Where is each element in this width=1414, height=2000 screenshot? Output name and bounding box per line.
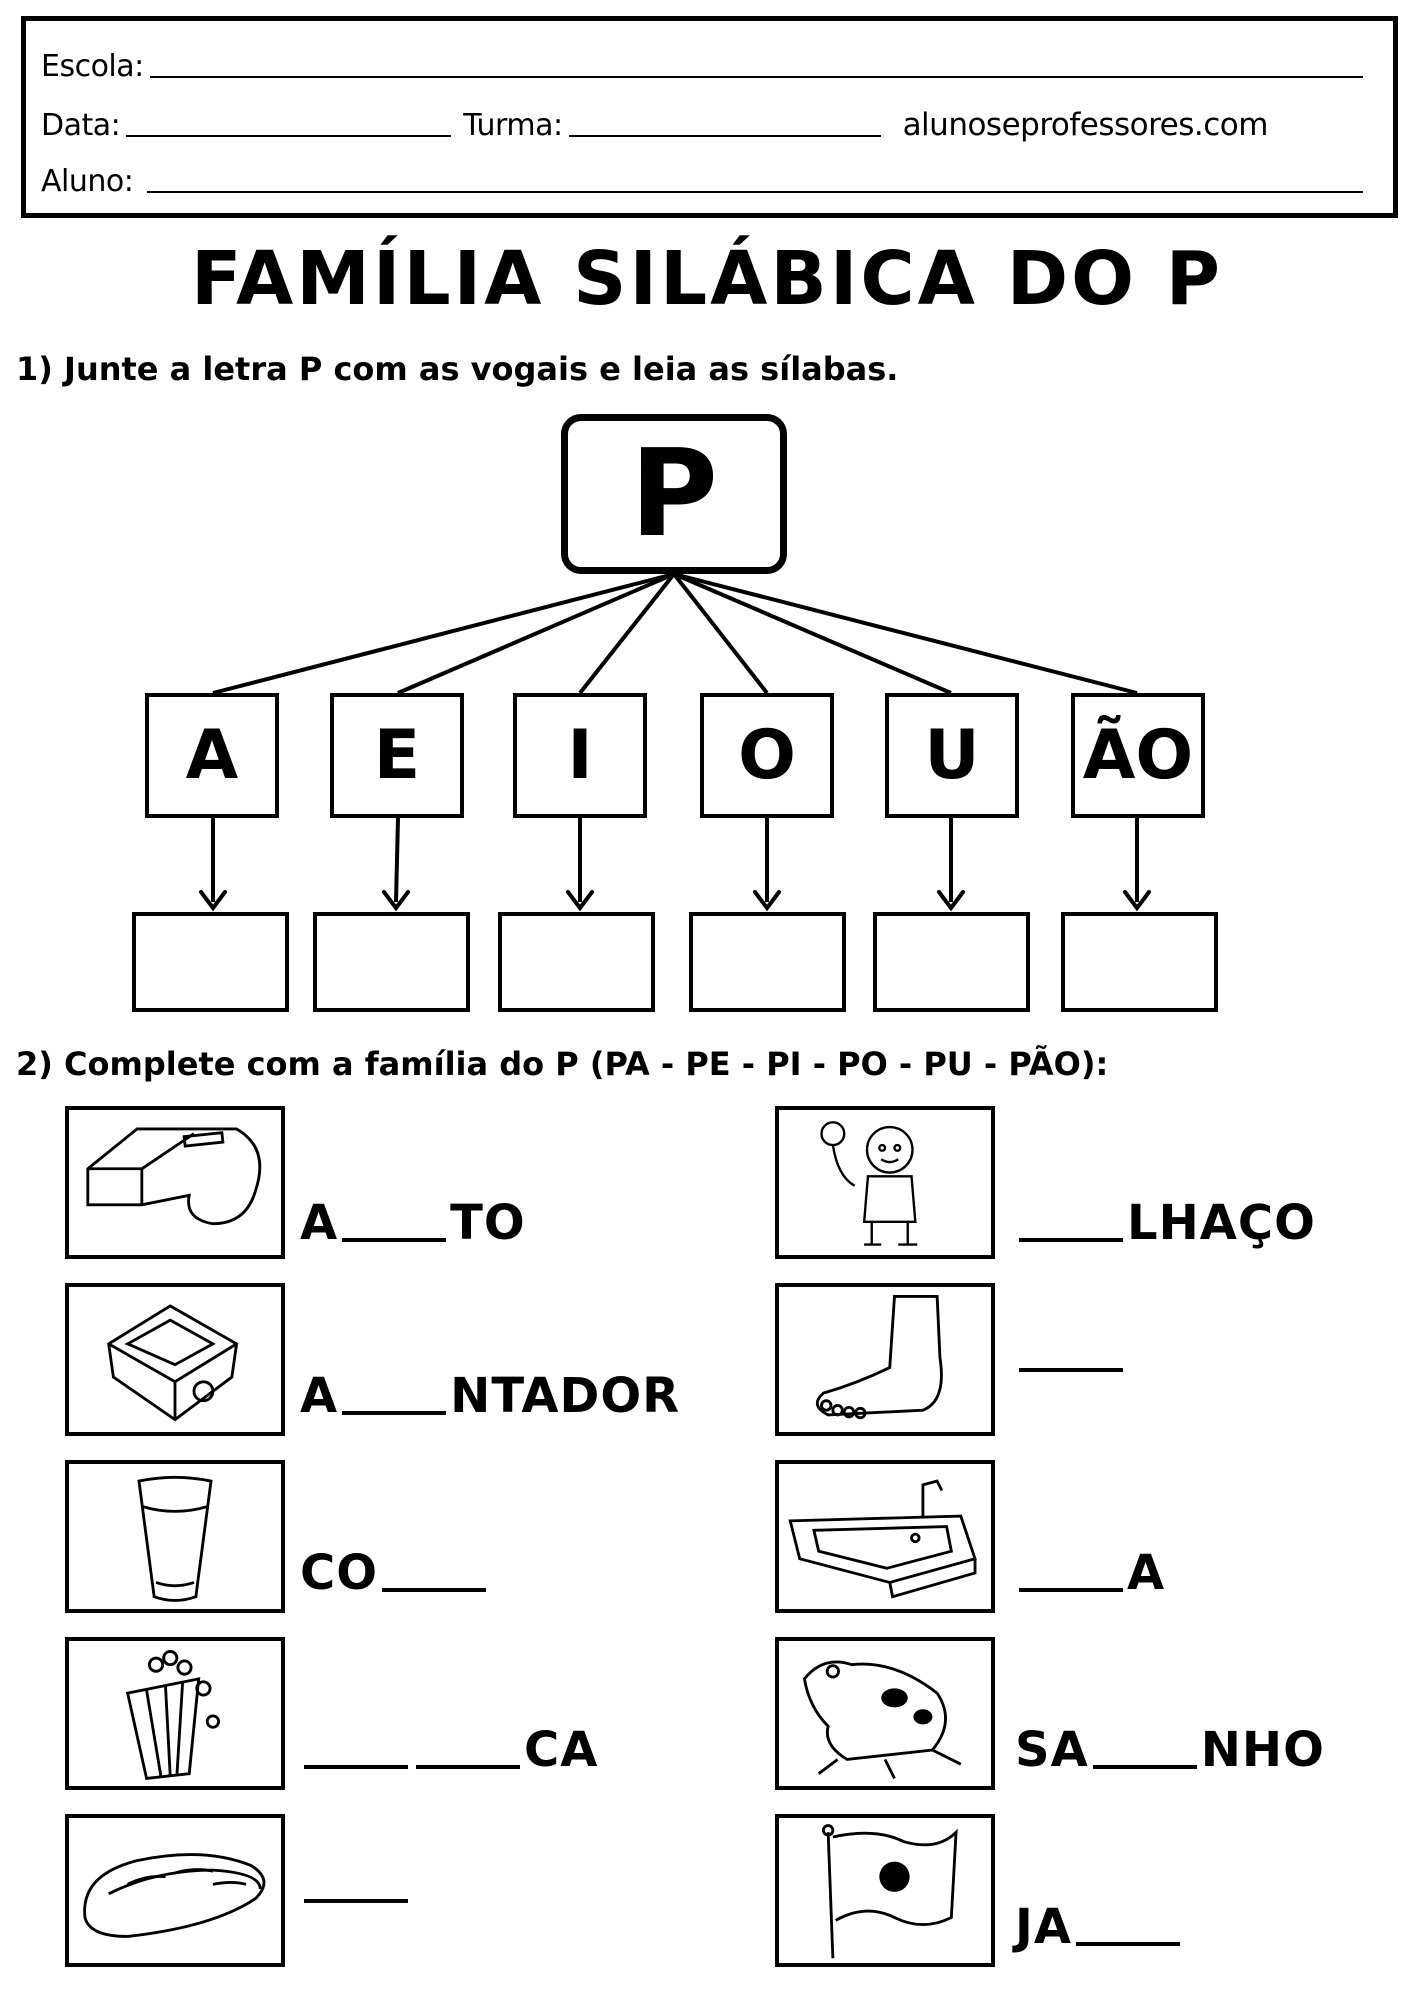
foot-icon bbox=[775, 1283, 995, 1436]
word-pipoca bbox=[300, 1722, 598, 1778]
syllable-answer-box[interactable] bbox=[498, 912, 655, 1012]
word-pao bbox=[300, 1899, 412, 1912]
fill-blank[interactable] bbox=[1019, 1588, 1123, 1592]
vowel-box-ao: ÃO bbox=[1071, 693, 1205, 818]
page-title: FAMÍLIA SILÁBICA DO P bbox=[190, 236, 1224, 322]
word-pe bbox=[1015, 1368, 1127, 1381]
word-copo bbox=[300, 1545, 490, 1601]
vowel-box-u: U bbox=[885, 693, 1019, 818]
sink-icon bbox=[775, 1460, 995, 1613]
fill-blank[interactable] bbox=[342, 1411, 446, 1415]
word-pia bbox=[1015, 1545, 1165, 1601]
japan-flag-icon bbox=[775, 1814, 995, 1967]
word-apito bbox=[300, 1195, 526, 1251]
vowel-box-a: A bbox=[145, 693, 279, 818]
vowel-box-i: I bbox=[513, 693, 647, 818]
word-apontador bbox=[300, 1368, 680, 1424]
popcorn-icon bbox=[65, 1637, 285, 1790]
word-prefix: A bbox=[300, 1368, 339, 1424]
glass-icon bbox=[65, 1460, 285, 1613]
sharpener-icon bbox=[65, 1283, 285, 1436]
class-label: Turma: bbox=[463, 108, 563, 143]
student-label: Aluno: bbox=[41, 164, 134, 199]
word-palhaco bbox=[1015, 1195, 1316, 1251]
word-sapinho bbox=[1015, 1722, 1325, 1778]
word-suffix: A bbox=[1127, 1545, 1166, 1601]
word-suffix: LHAÇO bbox=[1127, 1195, 1316, 1251]
letter-p-box: P bbox=[561, 414, 787, 574]
fill-blank[interactable] bbox=[1019, 1368, 1123, 1372]
word-suffix: NTADOR bbox=[450, 1368, 681, 1424]
syllable-answer-box[interactable] bbox=[313, 912, 470, 1012]
bread-icon bbox=[65, 1814, 285, 1967]
word-prefix: CO bbox=[300, 1545, 379, 1601]
fill-blank[interactable] bbox=[1093, 1765, 1197, 1769]
whistle-icon bbox=[65, 1106, 285, 1259]
word-prefix: SA bbox=[1015, 1722, 1089, 1778]
date-label: Data: bbox=[41, 108, 121, 143]
website-text: alunoseprofessores.com bbox=[902, 107, 1268, 143]
word-japao bbox=[1015, 1899, 1184, 1955]
fill-blank[interactable] bbox=[342, 1238, 446, 1242]
syllable-answer-box[interactable] bbox=[873, 912, 1030, 1012]
syllable-answer-box[interactable] bbox=[689, 912, 846, 1012]
word-prefix: A bbox=[300, 1195, 339, 1251]
word-prefix: JA bbox=[1015, 1899, 1073, 1955]
syllable-answer-box[interactable] bbox=[132, 912, 289, 1012]
fill-blank[interactable] bbox=[304, 1899, 408, 1903]
fill-blank[interactable] bbox=[416, 1765, 520, 1769]
word-suffix: CA bbox=[524, 1722, 599, 1778]
syllable-answer-box[interactable] bbox=[1061, 912, 1218, 1012]
fill-blank[interactable] bbox=[304, 1765, 408, 1769]
school-label: Escola: bbox=[41, 49, 144, 84]
fill-blank[interactable] bbox=[1076, 1942, 1180, 1946]
fill-blank[interactable] bbox=[1019, 1238, 1123, 1242]
fill-blank[interactable] bbox=[382, 1588, 486, 1592]
q2-instruction: 2) Complete com a família do P (PA - PE - PI - PO - PU - PÃO): bbox=[16, 1045, 1109, 1083]
frog-icon bbox=[775, 1637, 995, 1790]
word-suffix: NHO bbox=[1200, 1722, 1325, 1778]
q1-instruction: 1) Junte a letra P com as vogais e leia as sílabas. bbox=[16, 350, 899, 388]
clown-icon bbox=[775, 1106, 995, 1259]
vowel-box-o: O bbox=[700, 693, 834, 818]
word-suffix: TO bbox=[450, 1195, 526, 1251]
vowel-box-e: E bbox=[330, 693, 464, 818]
